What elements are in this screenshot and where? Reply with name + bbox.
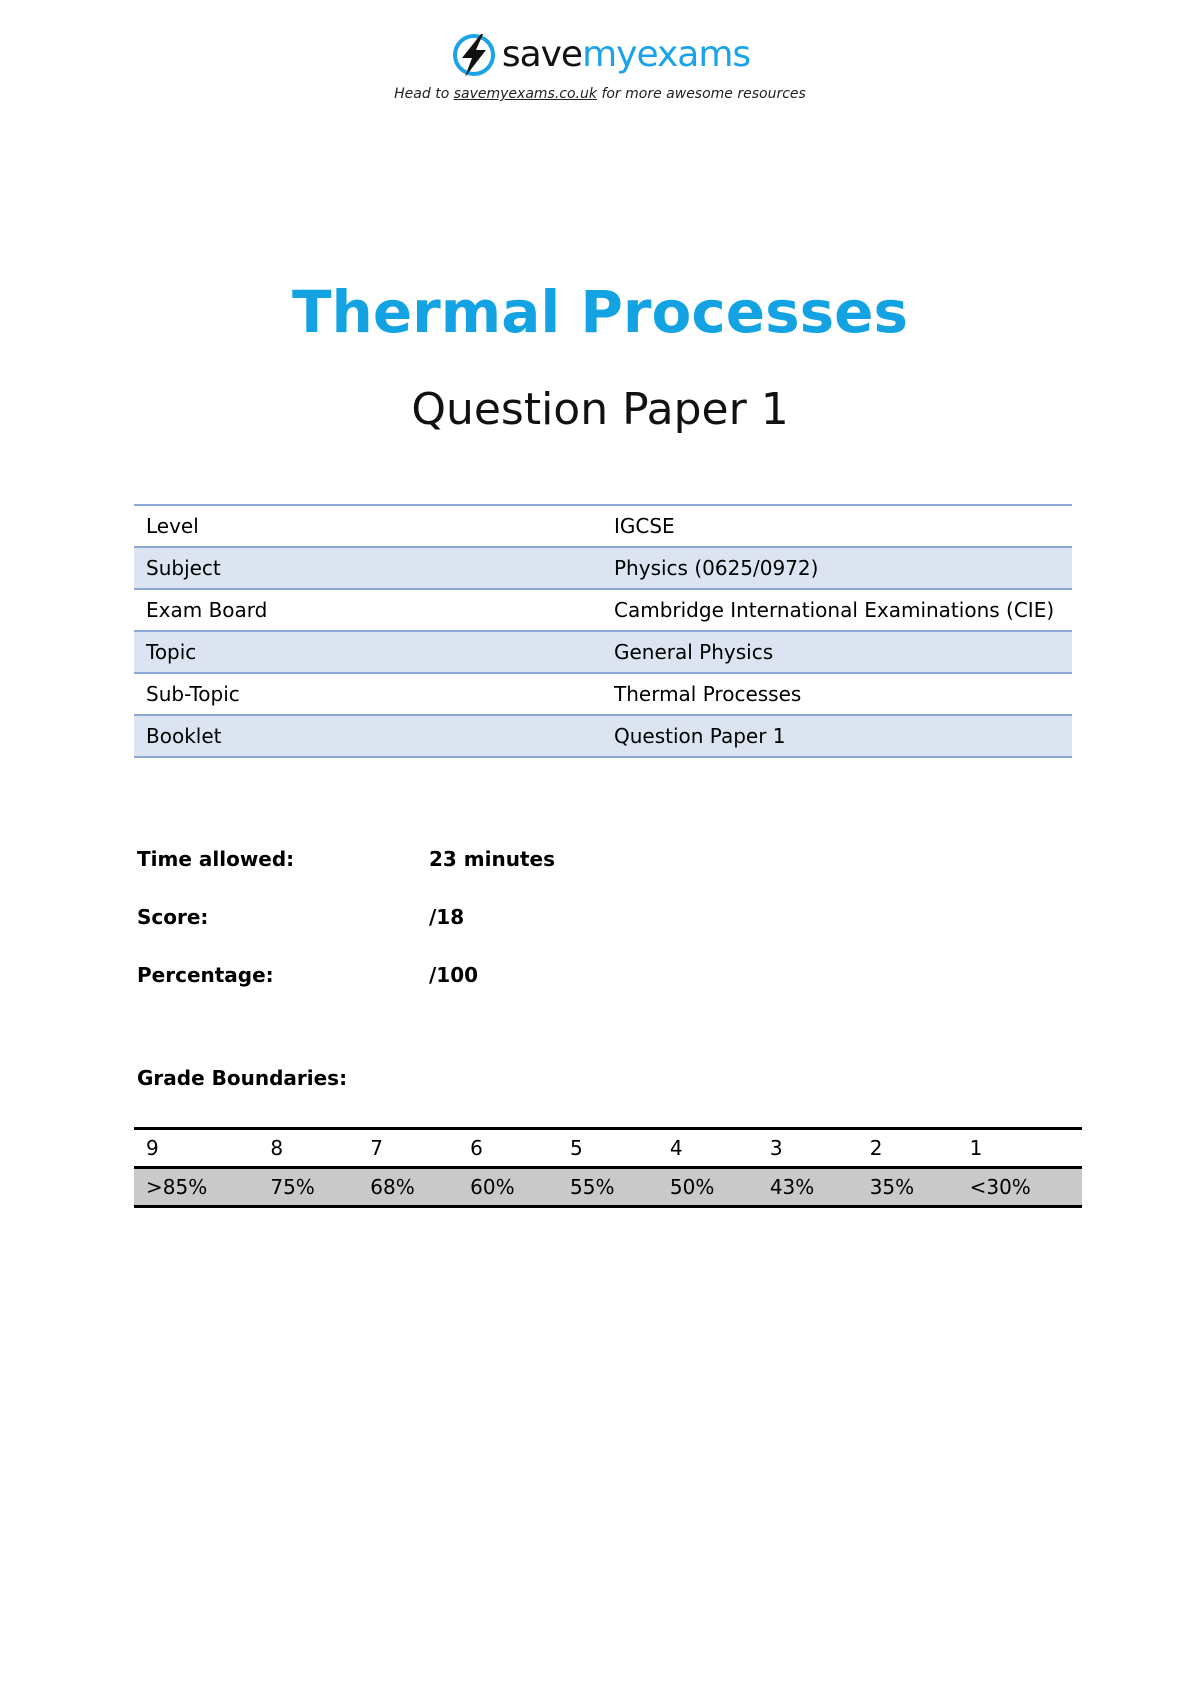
- info-label: Level: [134, 505, 602, 547]
- percentage-value: /100: [429, 963, 479, 987]
- score-row: [137, 888, 555, 946]
- grade-boundaries-label: Grade Boundaries:: [137, 1066, 348, 1090]
- info-value: IGCSE: [602, 505, 1072, 547]
- time-allowed-row: [137, 830, 555, 888]
- logo-my-text: my: [582, 34, 637, 75]
- percentage-cell: 35%: [858, 1168, 958, 1207]
- grade-boundaries-table: [134, 1127, 1082, 1208]
- tagline-link[interactable]: savemyexams.co.uk: [453, 86, 597, 102]
- page-subtitle: Question Paper 1: [411, 384, 789, 435]
- logo-save-text: save: [501, 34, 583, 75]
- info-value: General Physics: [602, 631, 1072, 673]
- grade-cell: 5: [558, 1129, 658, 1168]
- info-label: Subject: [134, 547, 602, 589]
- info-row-booklet: [134, 715, 1072, 757]
- info-label: Sub-Topic: [134, 673, 602, 715]
- info-value: Physics (0625/0972): [602, 547, 1072, 589]
- info-label: Booklet: [134, 715, 602, 757]
- logo[interactable]: [450, 28, 750, 82]
- grade-cell: 3: [758, 1129, 858, 1168]
- grade-cell: 1: [958, 1129, 1082, 1168]
- info-row-subject: [134, 547, 1072, 589]
- percentages-row: [134, 1168, 1082, 1207]
- logo-exams-text: exams: [636, 34, 751, 75]
- info-row-level: [134, 505, 1072, 547]
- percentage-cell: 75%: [258, 1168, 358, 1207]
- header: [0, 28, 1200, 102]
- score-value: /18: [429, 905, 465, 929]
- grade-cell: 2: [858, 1129, 958, 1168]
- grade-cell: 6: [458, 1129, 558, 1168]
- info-row-exam-board: [134, 589, 1072, 631]
- percentage-row: [137, 946, 555, 1004]
- info-table: [134, 504, 1072, 758]
- info-label: Exam Board: [134, 589, 602, 631]
- time-allowed-value: 23 minutes: [429, 847, 555, 871]
- info-row-sub-topic: [134, 673, 1072, 715]
- grade-cell: 9: [134, 1129, 258, 1168]
- lightning-bolt-circle-icon: [450, 31, 498, 79]
- percentage-cell: <30%: [958, 1168, 1082, 1207]
- grade-cell: 8: [258, 1129, 358, 1168]
- grades-row: [134, 1129, 1082, 1168]
- info-label: Topic: [134, 631, 602, 673]
- grade-cell: 7: [358, 1129, 458, 1168]
- grade-cell: 4: [658, 1129, 758, 1168]
- percentage-cell: 50%: [658, 1168, 758, 1207]
- time-allowed-label: Time allowed:: [137, 847, 295, 871]
- info-value: Cambridge International Examinations (CIE): [602, 589, 1072, 631]
- percentage-cell: 55%: [558, 1168, 658, 1207]
- info-row-topic: [134, 631, 1072, 673]
- score-label: Score:: [137, 905, 209, 929]
- tagline-suffix: for more awesome resources: [601, 86, 806, 102]
- info-value: Question Paper 1: [602, 715, 1072, 757]
- page-title: Thermal Processes: [291, 278, 909, 346]
- info-value: Thermal Processes: [602, 673, 1072, 715]
- percentage-cell: >85%: [134, 1168, 258, 1207]
- tagline: [0, 86, 1200, 102]
- tagline-prefix: Head to: [394, 86, 450, 102]
- percentage-cell: 60%: [458, 1168, 558, 1207]
- percentage-cell: 43%: [758, 1168, 858, 1207]
- percentage-cell: 68%: [358, 1168, 458, 1207]
- percentage-label: Percentage:: [137, 963, 274, 987]
- exam-meta: [137, 830, 555, 1004]
